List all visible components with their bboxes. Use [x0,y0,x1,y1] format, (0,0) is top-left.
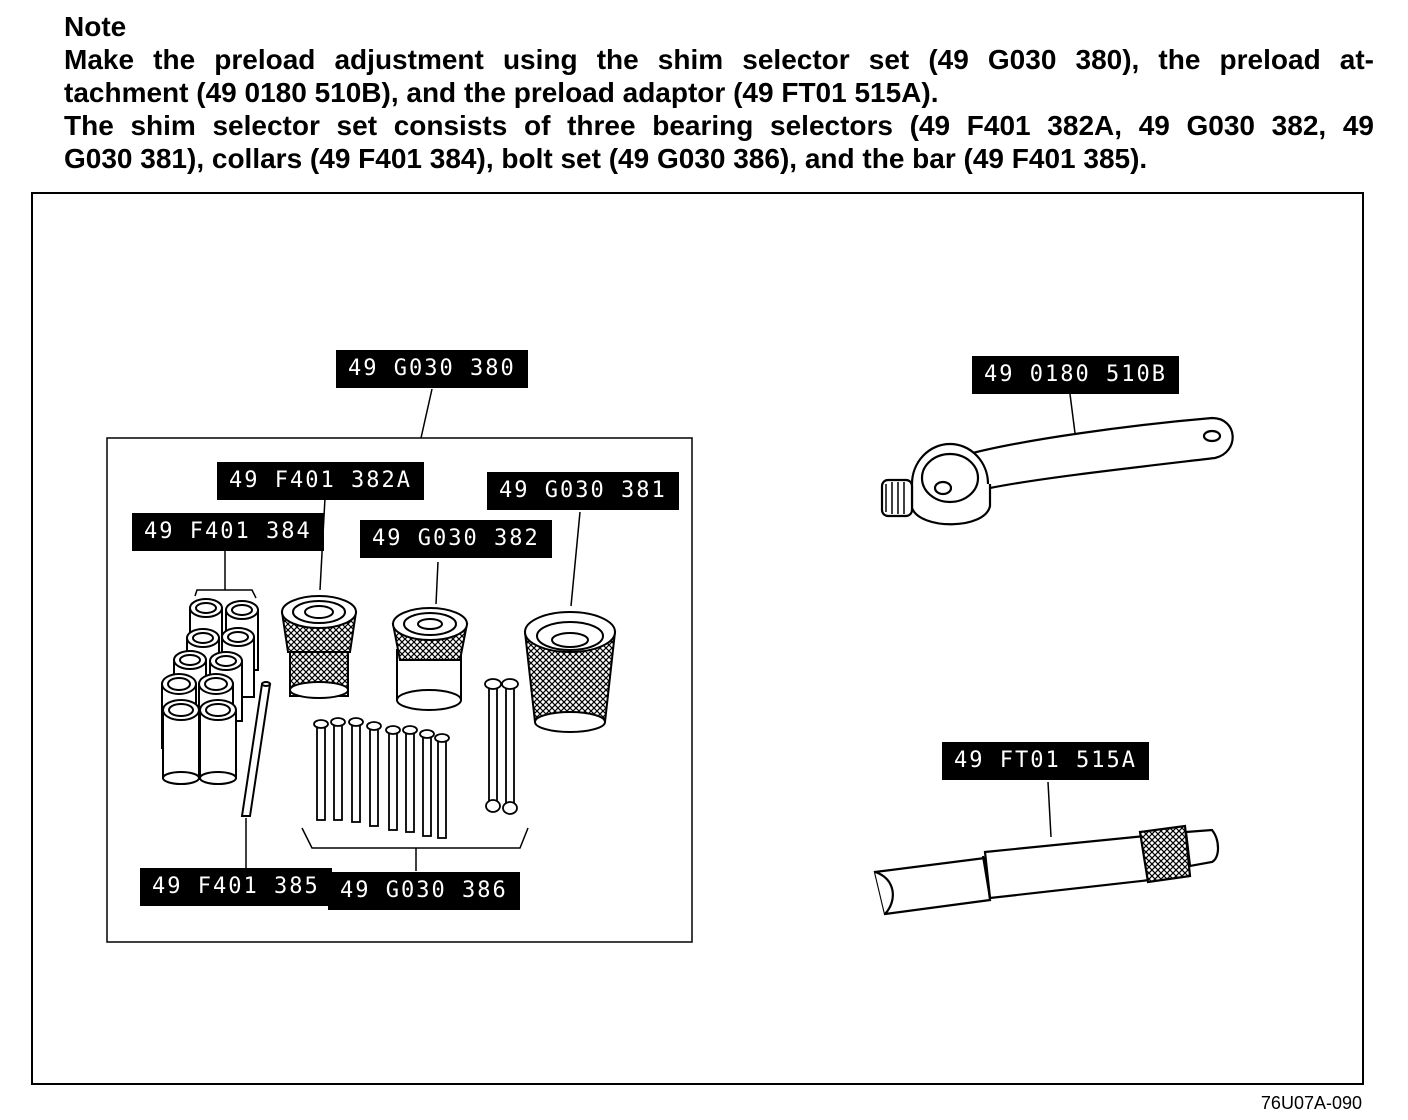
label-shim-selector-set: 49 G030 380 [336,350,528,388]
label-collars: 49 F401 384 [132,513,324,551]
label-bar: 49 F401 385 [140,868,332,906]
label-bearing-selector-382: 49 G030 382 [360,520,552,558]
note-paragraph-1: Make the preload adjustment using the shim selector set (49 G030 380), the preload at- [64,44,1374,75]
label-preload-attachment: 49 0180 510B [972,356,1179,394]
label-preload-adaptor: 49 FT01 515A [942,742,1149,780]
label-bearing-selector-382a: 49 F401 382A [217,462,424,500]
note-title: Note [64,11,127,42]
note-paragraph-1-cont: tachment (49 0180 510B), and the preload adaptor (49 FT01 515A). [64,77,939,108]
note-paragraph-2: The shim selector set consists of three bearing selectors (49 F401 382A, 49 G030 382, 49 [64,110,1374,141]
figure-code: 76U07A-090 [1260,1093,1362,1113]
figure-frame [31,192,1364,1085]
note-paragraph-2-cont: G030 381), collars (49 F401 384), bolt set (49 G030 386), and the bar (49 F401 385). [64,143,1148,174]
label-bolt-set: 49 G030 386 [328,872,520,910]
label-bearing-selector-381: 49 G030 381 [487,472,679,510]
